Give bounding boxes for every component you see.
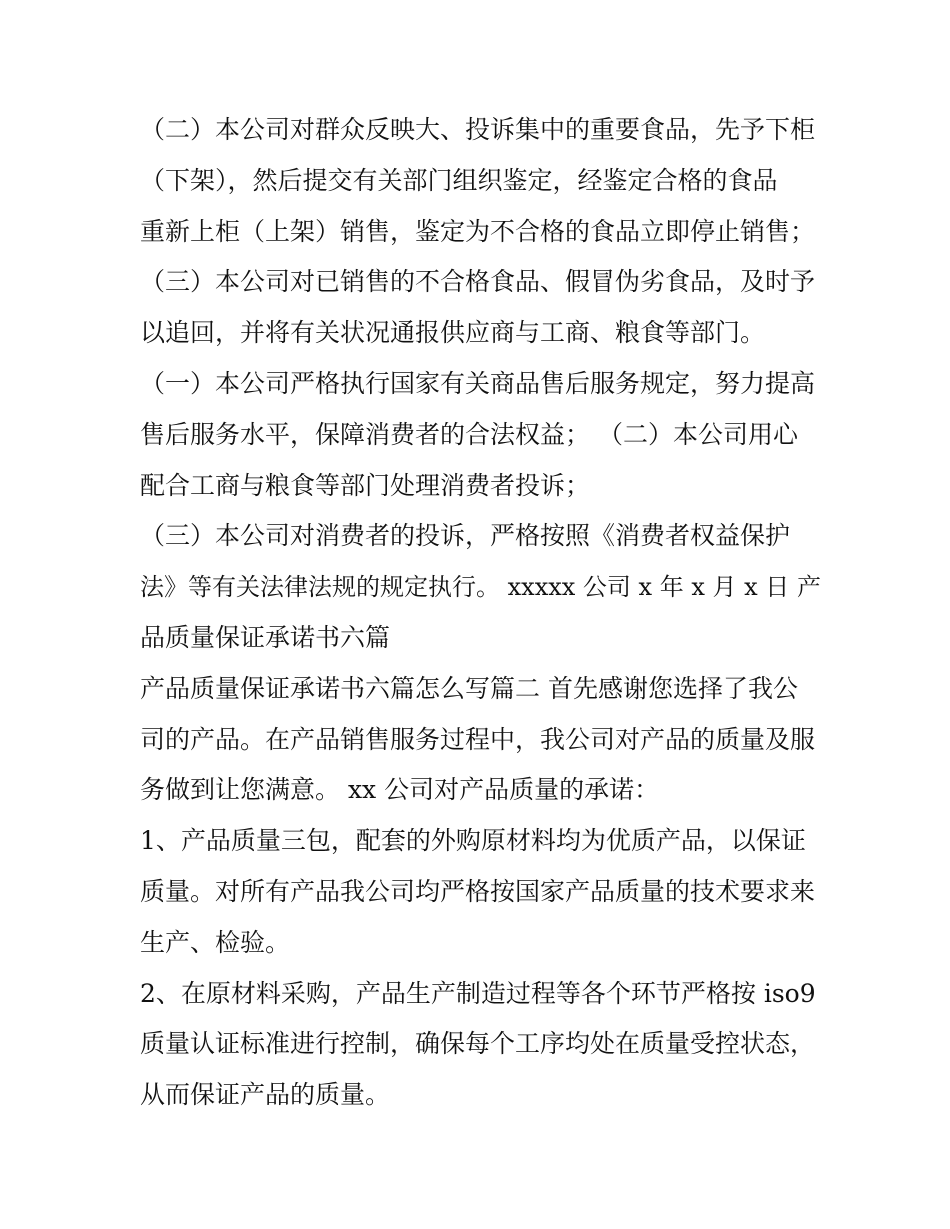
text-line: 以追回，并将有关状况通报供应商与工商、粮食等部门。 <box>140 318 766 347</box>
text-line: （三）本公司对已销售的不合格食品、假冒伪劣食品，及时予 <box>140 267 816 296</box>
text-line: 质量。对所有产品我公司均严格按国家产品质量的技术要求来 <box>140 877 816 906</box>
text-line: 司的产品。在产品销售服务过程中，我公司对产品的质量及服 <box>140 725 816 754</box>
text-line: （下架），然后提交有关部门组织鉴定，经鉴定合格的食品 <box>140 166 778 195</box>
text-line: 2、在原材料采购，产品生产制造过程等各个环节严格按 iso9 <box>140 979 816 1008</box>
text-line: （二）本公司对群众反映大、投诉集中的重要食品，先予下柜 <box>140 115 816 144</box>
text-line: 重新上柜（上架）销售，鉴定为不合格的食品立即停止销售； <box>140 217 816 246</box>
text-line: 售后服务水平，保障消费者的合法权益； （二）本公司用心 <box>140 420 798 449</box>
text-line: 产品质量保证承诺书六篇怎么写篇二 首先感谢您选择了我公 <box>140 674 798 703</box>
text-line: （三）本公司对消费者的投诉，严格按照《消费者权益保护 <box>140 521 791 550</box>
text-line: 质量认证标准进行控制，确保每个工序均处在质量受控状态， <box>140 1029 816 1058</box>
text-line: （一）本公司严格执行国家有关商品售后服务规定，努力提高 <box>140 369 816 398</box>
text-line: 品质量保证承诺书六篇 <box>140 623 391 652</box>
text-line: 生产、检验。 <box>140 928 291 957</box>
text-line: 配合工商与粮食等部门处理消费者投诉； <box>140 471 591 500</box>
text-line: 法》等有关法律法规的规定执行。 xxxxx 公司 x 年 x 月 x 日 产 <box>140 573 821 601</box>
text-line: 从而保证产品的质量。 <box>140 1080 391 1109</box>
text-line: 务做到让您满意。 xx 公司对产品质量的承诺： <box>140 775 660 804</box>
text-line: 1、产品质量三包，配套的外购原材料均为优质产品，以保证 <box>140 826 806 855</box>
